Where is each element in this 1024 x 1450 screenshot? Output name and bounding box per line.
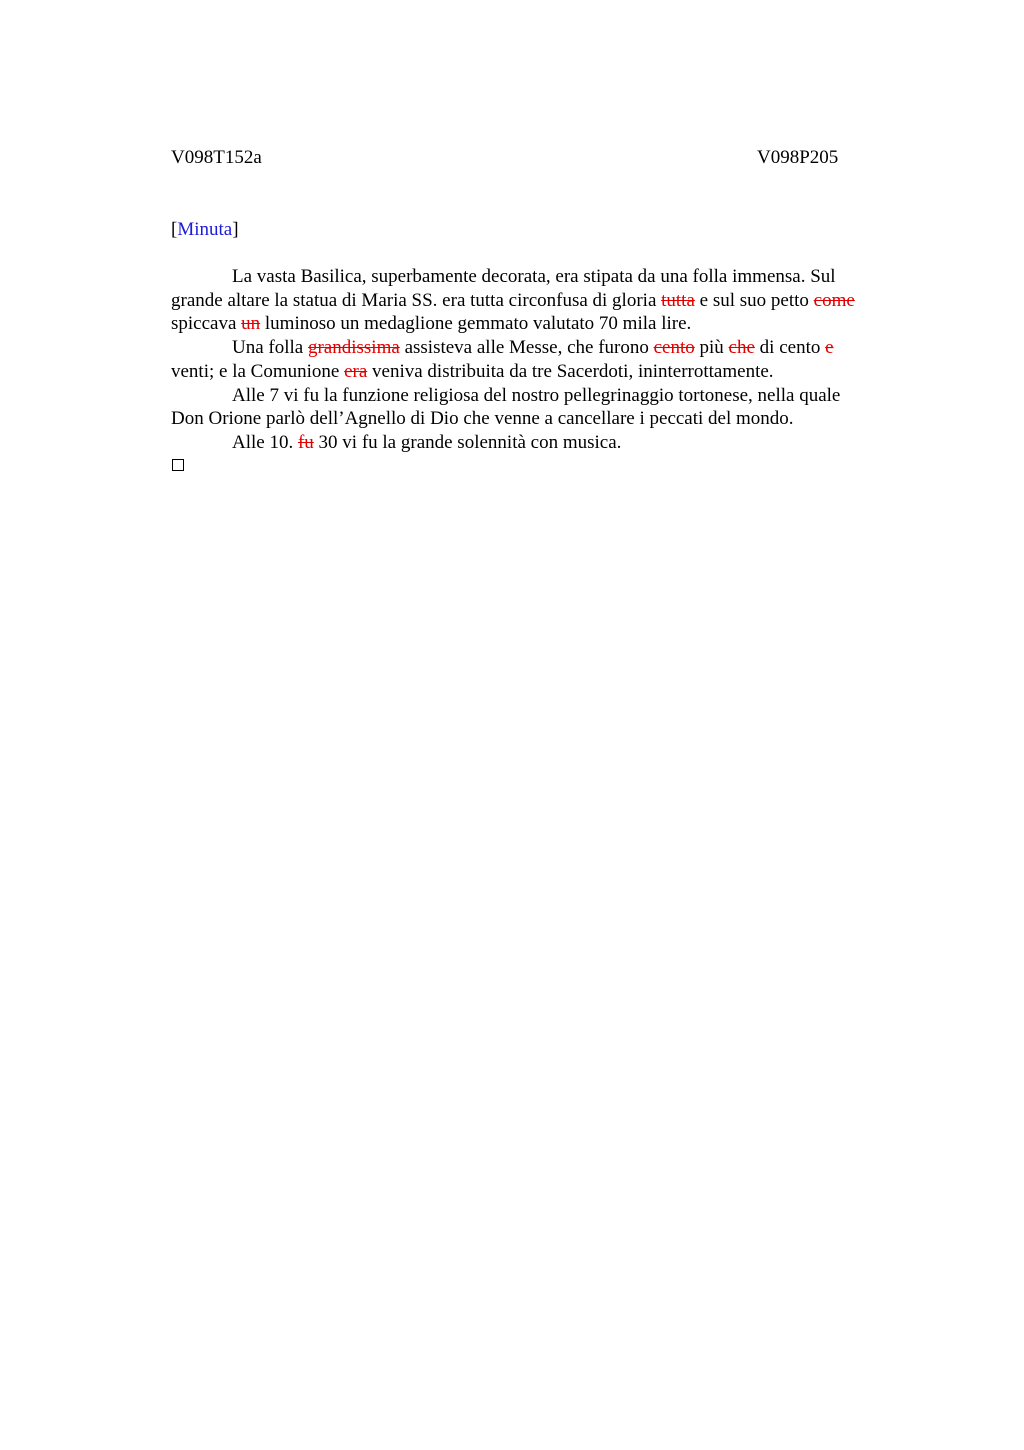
deleted-text: fu xyxy=(297,431,314,453)
deleted-text: grandissima xyxy=(307,337,400,359)
text-line xyxy=(171,336,931,360)
minuta-label xyxy=(171,218,239,242)
text-segment: veniva distribuita da tre Sacerdoti, ininterrottamente. xyxy=(367,360,774,382)
text-segment: luminoso un medaglione gemmato valutato 70 mila lire. xyxy=(260,313,692,335)
label-bracket-close: ] xyxy=(232,219,239,240)
label-bracket-open: [ xyxy=(171,219,178,240)
text-segment: Una folla xyxy=(232,337,308,359)
checkbox[interactable] xyxy=(172,459,184,471)
deleted-text: un xyxy=(241,313,261,335)
text-segment: Alle 7 vi fu la funzione religiosa del nostro pellegrinaggio tortonese, nella quale xyxy=(232,384,841,406)
text-segment: La vasta Basilica, superbamente decorata, era stipata da una folla immensa. Sul xyxy=(232,266,836,287)
text-line xyxy=(171,431,931,455)
text-line xyxy=(171,384,931,408)
document-code-left: V098T152a xyxy=(171,147,262,168)
text-segment: assisteva alle Messe, che furono xyxy=(399,337,654,359)
deleted-text: e xyxy=(825,337,834,359)
deleted-text: cento xyxy=(653,337,695,359)
text-segment: grande altare la statua di Maria SS. era tutta circonfusa di gloria xyxy=(171,289,662,311)
text-segment: di cento xyxy=(754,337,826,359)
text-line xyxy=(171,407,931,431)
text-line xyxy=(171,289,931,313)
text-segment: e sul suo petto xyxy=(694,289,814,311)
text-segment: Alle 10. xyxy=(232,431,298,453)
deleted-text: era xyxy=(344,360,368,382)
text-line xyxy=(171,312,931,336)
letter-body xyxy=(171,265,931,455)
text-segment: spiccava xyxy=(171,313,242,335)
text-segment: venti; e la Comunione xyxy=(171,360,345,382)
deleted-text: che xyxy=(728,337,755,359)
deleted-text: come xyxy=(813,289,855,311)
deleted-text: tutta xyxy=(661,289,695,311)
text-segment: più xyxy=(694,337,729,359)
label-word[interactable]: Minuta xyxy=(177,219,233,240)
text-line xyxy=(171,265,931,289)
text-segment: 30 vi fu la grande solennità con musica. xyxy=(313,431,622,453)
text-segment: Don Orione parlò dell’Agnello di Dio che venne a cancellare i peccati del mondo. xyxy=(171,408,794,430)
text-line xyxy=(171,360,931,384)
document-code-right: V098P205 xyxy=(757,147,839,168)
